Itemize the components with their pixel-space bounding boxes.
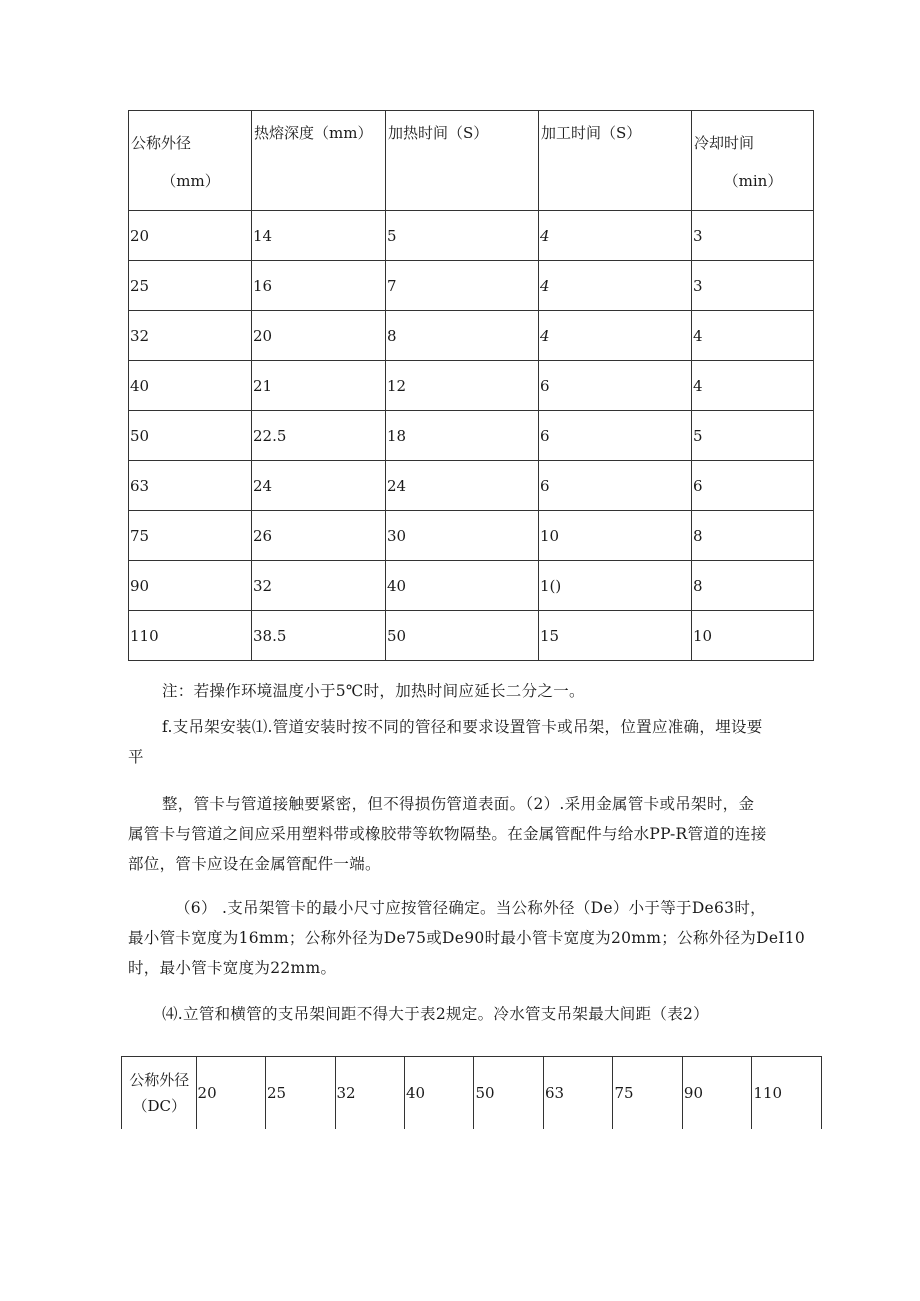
table-cell: 6 — [539, 361, 692, 411]
table-cell: 26 — [252, 511, 386, 561]
table-cell: 5 — [386, 211, 539, 261]
paragraph-line: 部位，管卡应设在金属管配件一端。 — [128, 855, 381, 873]
table-cell: 75 — [129, 511, 252, 561]
table-cell: 24 — [386, 461, 539, 511]
table-cell: 8 — [692, 561, 814, 611]
table-cell: 22.5 — [252, 411, 386, 461]
table-cell: 50 — [386, 611, 539, 661]
paragraph-line: 最小管卡宽度为16mm；公称外径为De75或De90时最小管卡宽度为20mm；公称外径为DeI10 — [128, 929, 806, 947]
table-cell: 90 — [682, 1057, 751, 1130]
table-cell: 15 — [539, 611, 692, 661]
paragraph-line: 属管卡与管道之间应采用塑料带或橡胶带等软物隔垫。在金属管配件与给水PP-R管道的连接 — [128, 825, 767, 843]
table-cell: 20 — [129, 211, 252, 261]
header-cell: 加工时间（S） — [539, 111, 692, 211]
table-cell: 90 — [129, 561, 252, 611]
table-row — [129, 361, 814, 411]
header-cell: 加热时间（S） — [386, 111, 539, 211]
header-cell: 公称外径 （DC） — [122, 1057, 197, 1130]
table-cell: 10 — [692, 611, 814, 661]
table-row — [129, 511, 814, 561]
table-cell: 6 — [539, 411, 692, 461]
table-cell: 8 — [386, 311, 539, 361]
table-cell: 14 — [252, 211, 386, 261]
table-cell: 38.5 — [252, 611, 386, 661]
table-cell: 75 — [613, 1057, 682, 1130]
table-cell: 110 — [129, 611, 252, 661]
paragraph-line-end: 平 — [128, 748, 144, 766]
table-cell: 3 — [692, 211, 814, 261]
table-row — [129, 561, 814, 611]
table-cell: 24 — [252, 461, 386, 511]
table-cell: 5 — [692, 411, 814, 461]
table-cell: 25 — [266, 1057, 335, 1130]
table-cell: 32 — [252, 561, 386, 611]
table-cell: 6 — [539, 461, 692, 511]
table-cell: 10 — [539, 511, 692, 561]
table-row — [129, 461, 814, 511]
table-cell: 8 — [692, 511, 814, 561]
paragraph-support-spacing: ⑷.立管和横管的支吊架间距不得大于表2规定。冷水管支吊架最大间距（表2） — [162, 1005, 709, 1023]
table-row — [122, 1057, 822, 1130]
table-row — [129, 211, 814, 261]
table-cell: 50 — [129, 411, 252, 461]
table-cell: 30 — [386, 511, 539, 561]
table-cell: 16 — [252, 261, 386, 311]
table-cell: 50 — [474, 1057, 543, 1130]
table-row — [129, 411, 814, 461]
table-cell: 4 — [539, 211, 692, 261]
table-cell: 4 — [692, 361, 814, 411]
table-cell: 18 — [386, 411, 539, 461]
table-cell: 63 — [129, 461, 252, 511]
table-cell: 12 — [386, 361, 539, 411]
table-cell: 32 — [129, 311, 252, 361]
paragraph-line: 时，最小管卡宽度为22mm。 — [128, 959, 337, 977]
table-cell: 4 — [539, 261, 692, 311]
paragraph-line: 整，管卡与管道接触要紧密，但不得损伤管道表面。（2）.采用金属管卡或吊架时，金 — [162, 795, 755, 813]
table-cell: 4 — [692, 311, 814, 361]
table-cell: 4 — [539, 311, 692, 361]
paragraph-support-install: f.支吊架安装⑴.管道安装时按不同的管径和要求设置管卡或吊架，位置应准确，埋设要 — [162, 718, 763, 736]
table-note: 注：若操作环境温度小于5℃时，加热时间应延长二分之一。 — [162, 682, 585, 700]
table-cell: 40 — [386, 561, 539, 611]
table-cell: 32 — [335, 1057, 404, 1130]
table-cell: 20 — [252, 311, 386, 361]
table-cell: 21 — [252, 361, 386, 411]
header-cell: 热熔深度（mm） — [252, 111, 386, 211]
table-header-row — [129, 111, 814, 211]
header-cell: 冷却时间 （min） — [692, 111, 814, 211]
table-cell: 6 — [692, 461, 814, 511]
header-cell: 公称外径 （mm） — [129, 111, 252, 211]
table-cell: 40 — [129, 361, 252, 411]
paragraph-clamp-size: （6） .支吊架管卡的最小尺寸应按管径确定。当公称外径（De）小于等于De63时， — [175, 899, 766, 917]
table-cell: 20 — [196, 1057, 265, 1130]
table-cell: 7 — [386, 261, 539, 311]
table-row — [129, 311, 814, 361]
table-cell: 40 — [404, 1057, 473, 1130]
table-row — [129, 261, 814, 311]
table-cell: 110 — [752, 1057, 822, 1130]
hot-melt-parameters-table — [128, 110, 814, 661]
support-spacing-table — [121, 1056, 822, 1129]
table-cell: 25 — [129, 261, 252, 311]
table-cell: 1() — [539, 561, 692, 611]
table-cell: 63 — [543, 1057, 612, 1130]
table-row — [129, 611, 814, 661]
table-cell: 3 — [692, 261, 814, 311]
